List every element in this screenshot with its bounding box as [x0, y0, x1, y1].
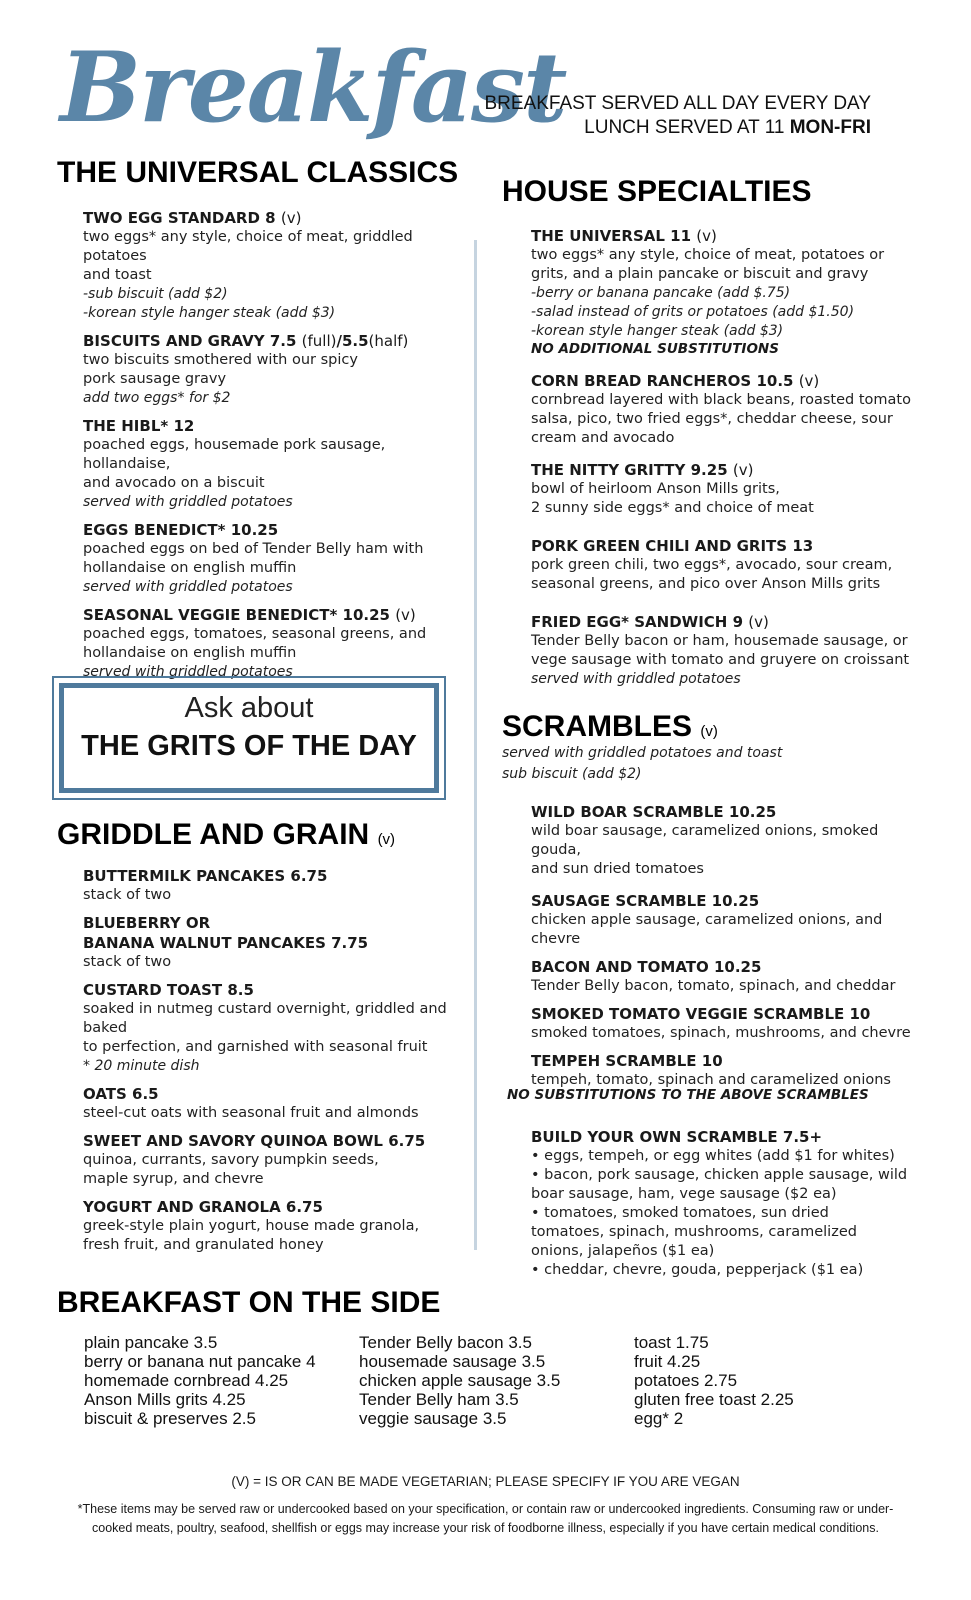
menu-item: BACON AND TOMATO 10.25 Tender Belly bacon, tomato, spinach, and cheddar: [531, 958, 896, 994]
side-col2: Tender Belly bacon 3.5 housemade sausage 3.5 chicken apple sausage 3.5 Tender Belly ham 3.5 veggie sausage 3.5: [359, 1333, 561, 1428]
griddle-list: [83, 866, 473, 1263]
menu-item: BUTTERMILK PANCAKES 6.75 stack of two: [83, 867, 328, 903]
scrambles-sub2: sub biscuit (add $2): [502, 766, 642, 782]
menu-item: FRIED EGG* SANDWICH 9 (v) Tender Belly bacon or ham, housemade sausage, or vege sausage with tomato and gruyere on croissant served with griddled potatoes: [531, 613, 910, 687]
specialties-heading: HOUSE SPECIALTIES: [502, 175, 812, 208]
menu-item: TEMPEH SCRAMBLE 10 tempeh, tomato, spinach and caramelized onions: [531, 1052, 891, 1088]
side-col1: plain pancake 3.5 berry or banana nut pancake 4 homemade cornbread 4.25 Anson Mills grits 4.25 biscuit & preserves 2.5: [84, 1333, 316, 1428]
vegetarian-note: (V) = IS OR CAN BE MADE VEGETARIAN; PLEASE SPECIFY IF YOU ARE VEGAN: [231, 1474, 740, 1489]
menu-item: EGGS BENEDICT* 10.25 poached eggs on bed of Tender Belly ham with hollandaise on english muffin served with griddled potatoes: [83, 521, 424, 595]
build-your-own: BUILD YOUR OWN SCRAMBLE 7.5+ • eggs, tempeh, or egg whites (add $1 for whites) • bacon, pork sausage, chicken apple sausage, wild boar sausage, ham, vege sausage ($2 ea) • tomatoes, smoked tomatoes, sun dried tomatoes, spinach, mushrooms, caramelized onions, jalapeños ($1 ea) • cheddar, chevre, gouda, pepperjack ($1 ea): [531, 1128, 908, 1278]
menu-item: BISCUITS AND GRAVY 7.5 (full)/5.5(half) two biscuits smothered with our spicy pork sausage gravy add two eggs* for $2: [83, 332, 409, 406]
menu-item: CORN BREAD RANCHEROS 10.5 (v) cornbread layered with black beans, roasted tomato salsa, pico, two fried eggs*, cheddar cheese, sour cream and avocado: [531, 372, 911, 446]
grits-of-the-day-box: [52, 676, 446, 800]
menu-item: PORK GREEN CHILI AND GRITS 13 pork green chili, two eggs*, avocado, sour cream, seasonal greens, and pico over Anson Mills grits: [531, 537, 893, 592]
menu-item: THE UNIVERSAL 11 (v) two eggs* any style, choice of meat, potatoes or grits, and a plain pancake or biscuit and gravy -berry or banana pancake (add $.75) -salad instead of grits or potatoes (add $1.50) -korean style hanger steak (add $3) NO ADDITIONAL SUBSTITUTIONS: [531, 227, 885, 357]
menu-item: BLUEBERRY OR BANANA WALNUT PANCAKES 7.75 stack of two: [83, 914, 369, 970]
food-safety-warning: *These items may be served raw or undercooked based on your specification, or contain raw or undercooked ingredients. Consuming raw or under-cooked meats, poultry, seafood, shellfish or eggs may increase your risk of foodborne illness, especially if you have certain medical conditions.: [77, 1502, 894, 1535]
column-divider: [474, 240, 477, 1250]
ask-line2: THE GRITS OF THE DAY: [81, 730, 417, 762]
menu-item: OATS 6.5 steel-cut oats with seasonal fruit and almonds: [83, 1085, 419, 1121]
classics-list: [83, 208, 468, 690]
ask-line1: Ask about: [184, 692, 314, 724]
service-hours: [484, 92, 871, 140]
menu-item: THE HIBL* 12 poached eggs, housemade pork sausage, hollandaise, and avocado on a biscuit served with griddled potatoes: [83, 417, 386, 510]
menu-item: CUSTARD TOAST 8.5 soaked in nutmeg custard overnight, griddled and baked to perfection, and garnished with seasonal fruit * 20 minute dish: [83, 981, 447, 1074]
menu-item: THE NITTY GRITTY 9.25 (v) bowl of heirloom Anson Mills grits, 2 sunny side eggs* and choice of meat: [531, 461, 814, 516]
menu-item: SAUSAGE SCRAMBLE 10.25 chicken apple sausage, caramelized onions, and chevre: [531, 892, 883, 947]
side-heading: BREAKFAST ON THE SIDE: [57, 1286, 441, 1319]
lunch-hours: LUNCH SERVED AT 11 MON-FRI: [584, 117, 871, 138]
menu-item: SMOKED TOMATO VEGGIE SCRAMBLE 10 smoked tomatoes, spinach, mushrooms, and chevre: [531, 1005, 911, 1041]
scrambles-list: [531, 802, 916, 1098]
breakfast-hours: BREAKFAST SERVED ALL DAY EVERY DAY: [484, 93, 871, 114]
specialties-list: [531, 226, 916, 697]
menu-item: YOGURT AND GRANOLA 6.75 greek-style plain yogurt, house made granola, fresh fruit, and granulated honey: [83, 1198, 420, 1253]
classics-heading: THE UNIVERSAL CLASSICS: [57, 156, 459, 189]
griddle-heading: GRIDDLE AND GRAIN (v): [57, 818, 396, 851]
side-col3: toast 1.75 fruit 4.25 potatoes 2.75 gluten free toast 2.25 egg* 2: [634, 1333, 794, 1428]
scrambles-heading: SCRAMBLES (v): [502, 710, 718, 743]
menu-item: SEASONAL VEGGIE BENEDICT* 10.25 (v) poached eggs, tomatoes, seasonal greens, and hollandaise on english muffin served with griddled potatoes: [83, 606, 427, 680]
scrambles-no-substitutions: NO SUBSTITUTIONS TO THE ABOVE SCRAMBLES: [507, 1087, 869, 1103]
menu-item: TWO EGG STANDARD 8 (v) two eggs* any style, choice of meat, griddled potatoes and toast -sub biscuit (add $2) -korean style hanger steak (add $3): [83, 209, 413, 321]
page-title: Breakfast: [60, 31, 566, 144]
scrambles-sub1: served with griddled potatoes and toast: [502, 745, 783, 761]
menu-item: SWEET AND SAVORY QUINOA BOWL 6.75 quinoa, currants, savory pumpkin seeds, maple syrup, and chevre: [83, 1132, 426, 1187]
menu-item: WILD BOAR SCRAMBLE 10.25 wild boar sausage, caramelized onions, smoked gouda, and sun dried tomatoes: [531, 803, 879, 877]
